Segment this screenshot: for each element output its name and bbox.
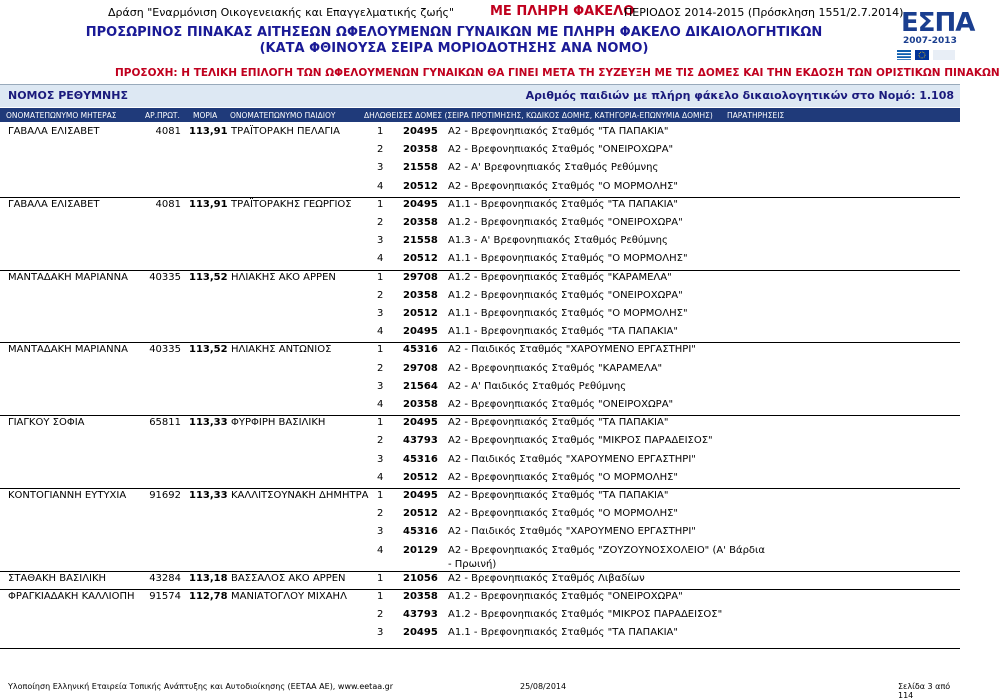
preference-order: 4	[377, 471, 384, 483]
table-header	[0, 108, 960, 122]
table-row	[0, 490, 960, 508]
structure-code: 20512	[403, 471, 438, 483]
structure-code: 43793	[403, 435, 438, 447]
structure-code: 20495	[403, 627, 438, 639]
structure-name: Α1.1 - Βρεφονηπιακός Σταθμός "Ο ΜΟΡΜΟΛΗΣ"	[448, 308, 688, 319]
structure-name: Α2 - Βρεφονηπιακός Σταθμός "ΤΑ ΠΑΠΑΚΙΑ"	[448, 417, 669, 429]
footer-page: Σελίδα 3 από 114	[898, 682, 951, 700]
protocol-number: 4081	[155, 198, 181, 210]
points-value: 113,18	[189, 572, 228, 584]
table-row	[0, 290, 960, 308]
structure-code: 20358	[403, 399, 438, 410]
preference-order: 2	[377, 289, 384, 301]
preference-order: 4	[377, 326, 384, 338]
preference-order: 3	[377, 162, 384, 174]
preference-order: 3	[377, 627, 384, 639]
child-name: ΤΡΑΪΤΟΡΑΚΗ ΠΕΛΑΓΙΑ	[231, 126, 340, 137]
top-info-bar	[0, 4, 960, 20]
mother-name: ΓΑΒΑΛΑ ΕΛΙΣΑΒΕΤ	[8, 198, 100, 210]
logo-years: 2007-2013	[903, 36, 957, 46]
structure-name: Α2 - Παιδικός Σταθμός "ΧΑΡΟΥΜΕΝΟ ΕΡΓΑΣΤΗΡΙ"	[448, 526, 696, 538]
structure-name: Α1.1 - Βρεφονηπιακός Σταθμός "ΤΑ ΠΑΠΑΚΙΑ"	[448, 326, 678, 338]
period-label: ΠΕΡΙΟΔΟΣ 2014-2015 (Πρόσκληση 1551/2.7.2014)	[624, 6, 904, 19]
mother-name: ΓΙΑΓΚΟΥ ΣΟΦΙΑ	[8, 417, 85, 429]
table-row	[0, 308, 960, 326]
table-row	[0, 144, 960, 162]
preference-order: 2	[377, 435, 384, 447]
structure-name: Α2 - Παιδικός Σταθμός "ΧΑΡΟΥΜΕΝΟ ΕΡΓΑΣΤΗΡΙ"	[448, 344, 696, 356]
child-name: ΦΥΡΦΙΡΗ ΒΑΣΙΛΙΚΗ	[231, 417, 326, 429]
table-row	[0, 591, 960, 609]
table-row	[0, 235, 960, 253]
points-value: 113,33	[189, 417, 228, 429]
file-status: ΜΕ ΠΛΗΡΗ ΦΑΚΕΛΟ	[490, 4, 635, 19]
structure-code: 29708	[403, 271, 438, 283]
structure-name: Α2 - Βρεφονηπιακός Σταθμός "ΚΑΡΑΜΕΛΑ"	[448, 362, 663, 374]
mother-name: ΜΑΝΤΑΔΑΚΗ ΜΑΡΙΑΝΝΑ	[8, 344, 128, 356]
structure-code: 20495	[403, 417, 438, 429]
page-subtitle: (ΚΑΤΑ ΦΘΙΝΟΥΣΑ ΣΕΙΡΑ ΜΟΡΙΟΔΟΤΗΣΗΣ ΑΝΑ ΝΟΜΟ)	[259, 41, 649, 56]
preference-order: 1	[377, 572, 384, 584]
table-row	[0, 363, 960, 381]
table-row	[0, 417, 960, 435]
structure-name: Α1.2 - Βρεφονηπιακός Σταθμός "ΟΝΕΙΡΟΧΩΡΑ"	[448, 217, 683, 228]
child-name: ΗΛΙΑΚΗΣ ΑΚΟ ΑΡΡΕΝ	[231, 271, 336, 283]
col-child: ΟΝΟΜΑΤΕΠΩΝΥΜΟ ΠΑΙΔΙΟΥ	[230, 111, 336, 120]
table-row	[0, 217, 960, 235]
preference-order: 2	[377, 362, 384, 374]
structure-code: 20495	[403, 490, 438, 501]
child-name: ΗΛΙΑΚΗΣ ΑΝΤΩΝΙΟΣ	[231, 344, 332, 356]
col-points: ΜΟΡΙΑ	[193, 111, 218, 120]
structure-code: 43793	[403, 609, 438, 621]
prefecture-bar	[0, 84, 960, 107]
mother-name: ΦΡΑΓΚΙΑΔΑΚΗ ΚΑΛΛΙΟΠΗ	[8, 591, 135, 602]
notice-text: ΠΡΟΣΟΧΗ: Η ΤΕΛΙΚΗ ΕΠΙΛΟΓΗ ΤΩΝ ΩΦΕΛΟΥΜΕΝΩΝ ΓΥΝΑΙΚΩΝ ΘΑ ΓΙΝΕΙ ΜΕΤΑ ΤΗ ΣΥΖΕΥΞΗ ΜΕ ΤΙΣ ΔΟΜΕΣ ΚΑΙ ΤΗΝ ΕΚΔΟΣΗ ΤΩΝ ΟΡΙΣΤΙΚΩΝ ΠΙΝΑΚΩΝ	[115, 67, 1000, 79]
table-row	[0, 344, 960, 362]
structure-name: Α2 - Βρεφονηπιακός Σταθμός "ΤΑ ΠΑΠΑΚΙΑ"	[448, 126, 669, 137]
structure-name: Α2 - Βρεφονηπιακός Σταθμός "ΟΝΕΙΡΟΧΩΡΑ"	[448, 399, 674, 410]
structure-code: 20358	[403, 591, 438, 602]
table-row	[0, 381, 960, 399]
preference-order: 1	[377, 417, 384, 429]
table-row	[0, 627, 960, 645]
col-notes: ΠΑΡΑΤΗΡΗΣΕΙΣ	[727, 111, 785, 120]
child-name: ΤΡΑΪΤΟΡΑΚΗΣ ΓΕΩΡΓΙΟΣ	[231, 198, 352, 210]
record-divider	[0, 589, 960, 590]
record-divider	[0, 571, 960, 572]
structure-code: 20358	[403, 289, 438, 301]
structure-code: 21558	[403, 162, 438, 174]
table-row	[0, 199, 960, 217]
points-value: 113,91	[189, 198, 228, 210]
structure-code: 45316	[403, 526, 438, 538]
structure-name: Α1.1 - Βρεφονηπιακός Σταθμός "ΤΑ ΠΑΠΑΚΙΑ"	[448, 627, 678, 639]
structure-name: Α2 - Βρεφονηπιακός Σταθμός "ΜΙΚΡΟΣ ΠΑΡΑΔΕΙΣΟΣ"	[448, 435, 713, 447]
structure-code: 20512	[403, 180, 438, 192]
record-divider	[0, 270, 960, 271]
structure-code: 45316	[403, 453, 438, 465]
preference-order: 2	[377, 609, 384, 621]
structure-code: 20512	[403, 253, 438, 265]
structure-code: 20129	[403, 544, 438, 556]
mother-name: ΣΤΑΘΑΚΗ ΒΑΣΙΛΙΚΗ	[8, 572, 107, 584]
structure-code: 20495	[403, 326, 438, 338]
structure-name: Α2 - Α' Βρεφονηπιακός Σταθμός Ρεθύμνης	[448, 162, 659, 174]
footer-date: 25/08/2014	[520, 682, 567, 691]
children-count: Αριθμός παιδιών με πλήρη φάκελο δικαιολογητικών στο Νομό: 1.108	[525, 89, 954, 102]
points-value: 113,52	[189, 344, 228, 356]
page-title: ΠΡΟΣΩΡΙΝΟΣ ΠΙΝΑΚΑΣ ΑΙΤΗΣΕΩΝ ΩΦΕΛΟΥΜΕΝΩΝ ΓΥΝΑΙΚΩΝ ΜΕ ΠΛΗΡΗ ΦΑΚΕΛΟ ΔΙΚΑΙΟΛΟΓΗΤΙΚΩΝ	[85, 25, 823, 40]
protocol-number: 65811	[149, 417, 181, 429]
preference-order: 1	[377, 490, 384, 501]
child-name: ΜΑΝΙΑΤΟΓΛΟΥ ΜΙΧΑΗΛ	[231, 591, 347, 602]
table-row	[0, 435, 960, 453]
structure-name: Α2 - Βρεφονηπιακός Σταθμός "ΤΑ ΠΑΠΑΚΙΑ"	[448, 490, 669, 501]
structure-name: Α2 - Βρεφονηπιακός Σταθμός "ΖΟΥΖΟΥΝΟΣΧΟΛΕΙΟ" (Α' Βάρδια	[448, 544, 766, 556]
program-name: Δράση "Εναρμόνιση Οικογενειακής και Επαγγελματικής ζωής"	[108, 6, 455, 19]
preference-order: 3	[377, 526, 384, 538]
structure-name: Α1.3 - Α' Βρεφονηπιακός Σταθμός Ρεθύμνης	[448, 235, 668, 247]
points-value: 112,78	[189, 591, 228, 602]
structure-code: 21056	[403, 572, 438, 584]
preference-order: 1	[377, 591, 384, 602]
structure-code: 45316	[403, 344, 438, 356]
structure-code: 21558	[403, 235, 438, 247]
preference-order: 4	[377, 399, 384, 410]
record-divider	[0, 488, 960, 489]
structure-name: Α2 - Βρεφονηπιακός Σταθμός Λιβαδίων	[448, 572, 645, 584]
record-divider	[0, 197, 960, 198]
table-row	[0, 508, 960, 526]
preference-order: 3	[377, 453, 384, 465]
table-row	[0, 454, 960, 472]
structure-code: 20512	[403, 308, 438, 319]
protocol-number: 4081	[155, 126, 181, 137]
child-name: ΒΑΣΣΑΛΟΣ ΑΚΟ ΑΡΡΕΝ	[231, 572, 346, 584]
structure-code: 20495	[403, 198, 438, 210]
structure-code: 21564	[403, 380, 438, 392]
col-protocol: ΑΡ.ΠΡΩΤ.	[145, 111, 180, 120]
mother-name: ΜΑΝΤΑΔΑΚΗ ΜΑΡΙΑΝΝΑ	[8, 271, 128, 283]
structure-name: Α1.1 - Βρεφονηπιακός Σταθμός "ΤΑ ΠΑΠΑΚΙΑ"	[448, 198, 678, 210]
protocol-number: 91692	[149, 490, 181, 501]
structure-name: Α2 - Α' Παιδικός Σταθμός Ρεθύμνης	[448, 380, 627, 392]
preference-order: 1	[377, 344, 384, 356]
table-row	[0, 609, 960, 627]
structure-name: Α2 - Βρεφονηπιακός Σταθμός "Ο ΜΟΡΜΟΛΗΣ"	[448, 471, 679, 483]
col-structures: ΔΗΛΩΘΕΙΣΕΣ ΔΟΜΕΣ (ΣΕΙΡΑ ΠΡΟΤΙΜΗΣΗΣ, ΚΩΔΙΚΟΣ ΔΟΜΗΣ, ΚΑΤΗΓΟΡΙΑ-ΕΠΩΝΥΜΙΑ ΔΟΜΗΣ)	[364, 111, 713, 120]
points-value: 113,52	[189, 271, 228, 283]
preference-order: 2	[377, 217, 384, 228]
structure-code: 20358	[403, 144, 438, 156]
preference-order: 1	[377, 126, 384, 137]
protocol-number: 43284	[149, 572, 181, 584]
structure-name: Α2 - Βρεφονηπιακός Σταθμός "Ο ΜΟΡΜΟΛΗΣ"	[448, 508, 679, 520]
preference-order: 3	[377, 235, 384, 247]
structure-name: Α2 - Βρεφονηπιακός Σταθμός "Ο ΜΟΡΜΟΛΗΣ"	[448, 180, 679, 192]
mother-name: ΚΟΝΤΟΓΙΑΝΝΗ ΕΥΤΥΧΙΑ	[8, 490, 127, 501]
structure-name: Α2 - Βρεφονηπιακός Σταθμός "ΟΝΕΙΡΟΧΩΡΑ"	[448, 144, 674, 156]
logo-text: ΕΣΠΑ	[901, 8, 975, 38]
structure-name: Α2 - Παιδικός Σταθμός "ΧΑΡΟΥΜΕΝΟ ΕΡΓΑΣΤΗΡΙ"	[448, 453, 696, 465]
col-mother: ΟΝΟΜΑΤΕΠΩΝΥΜΟ ΜΗΤΕΡΑΣ	[6, 111, 117, 120]
preference-order: 4	[377, 180, 384, 192]
structure-name: Α1.2 - Βρεφονηπιακός Σταθμός "ΜΙΚΡΟΣ ΠΑΡΑΔΕΙΣΟΣ"	[448, 609, 723, 621]
child-name: ΚΑΛΛΙΤΣΟΥΝΑΚΗ ΔΗΜΗΤΡΑ	[231, 490, 369, 501]
preference-order: 4	[377, 253, 384, 265]
preference-order: 3	[377, 380, 384, 392]
table-bottom-line	[0, 648, 960, 649]
structure-name: Α1.2 - Βρεφονηπιακός Σταθμός "ΚΑΡΑΜΕΛΑ"	[448, 271, 672, 283]
preference-order: 1	[377, 271, 384, 283]
protocol-number: 40335	[149, 344, 181, 356]
footer-credit: Υλοποίηση Ελληνική Εταιρεία Τοπικής Ανάπτυξης και Αυτοδιοίκησης (ΕΕΤΑΑ ΑΕ), www.eetaa.gr	[8, 682, 394, 691]
mother-name: ΓΑΒΑΛΑ ΕΛΙΣΑΒΕΤ	[8, 126, 100, 137]
preference-order: 4	[377, 544, 384, 556]
preference-order: 1	[377, 198, 384, 210]
structure-name-continued: - Πρωινή)	[448, 558, 497, 570]
table-row	[0, 162, 960, 180]
preference-order: 2	[377, 144, 384, 156]
structure-code: 20358	[403, 217, 438, 228]
preference-order: 2	[377, 508, 384, 520]
points-value: 113,33	[189, 490, 228, 501]
table-row	[0, 526, 960, 544]
protocol-number: 91574	[149, 591, 181, 602]
table-row	[0, 126, 960, 144]
preference-order: 3	[377, 308, 384, 319]
table-row	[0, 272, 960, 290]
structure-code: 29708	[403, 362, 438, 374]
structure-code: 20495	[403, 126, 438, 137]
points-value: 113,91	[189, 126, 228, 137]
structure-name: Α1.1 - Βρεφονηπιακός Σταθμός "Ο ΜΟΡΜΟΛΗΣ"	[448, 253, 688, 265]
prefecture-name: ΝΟΜΟΣ ΡΕΘΥΜΝΗΣ	[8, 89, 128, 102]
structure-name: Α1.2 - Βρεφονηπιακός Σταθμός "ΟΝΕΙΡΟΧΩΡΑ"	[448, 591, 683, 602]
protocol-number: 40335	[149, 271, 181, 283]
structure-name: Α1.2 - Βρεφονηπιακός Σταθμός "ΟΝΕΙΡΟΧΩΡΑ"	[448, 289, 683, 301]
structure-code: 20512	[403, 508, 438, 520]
